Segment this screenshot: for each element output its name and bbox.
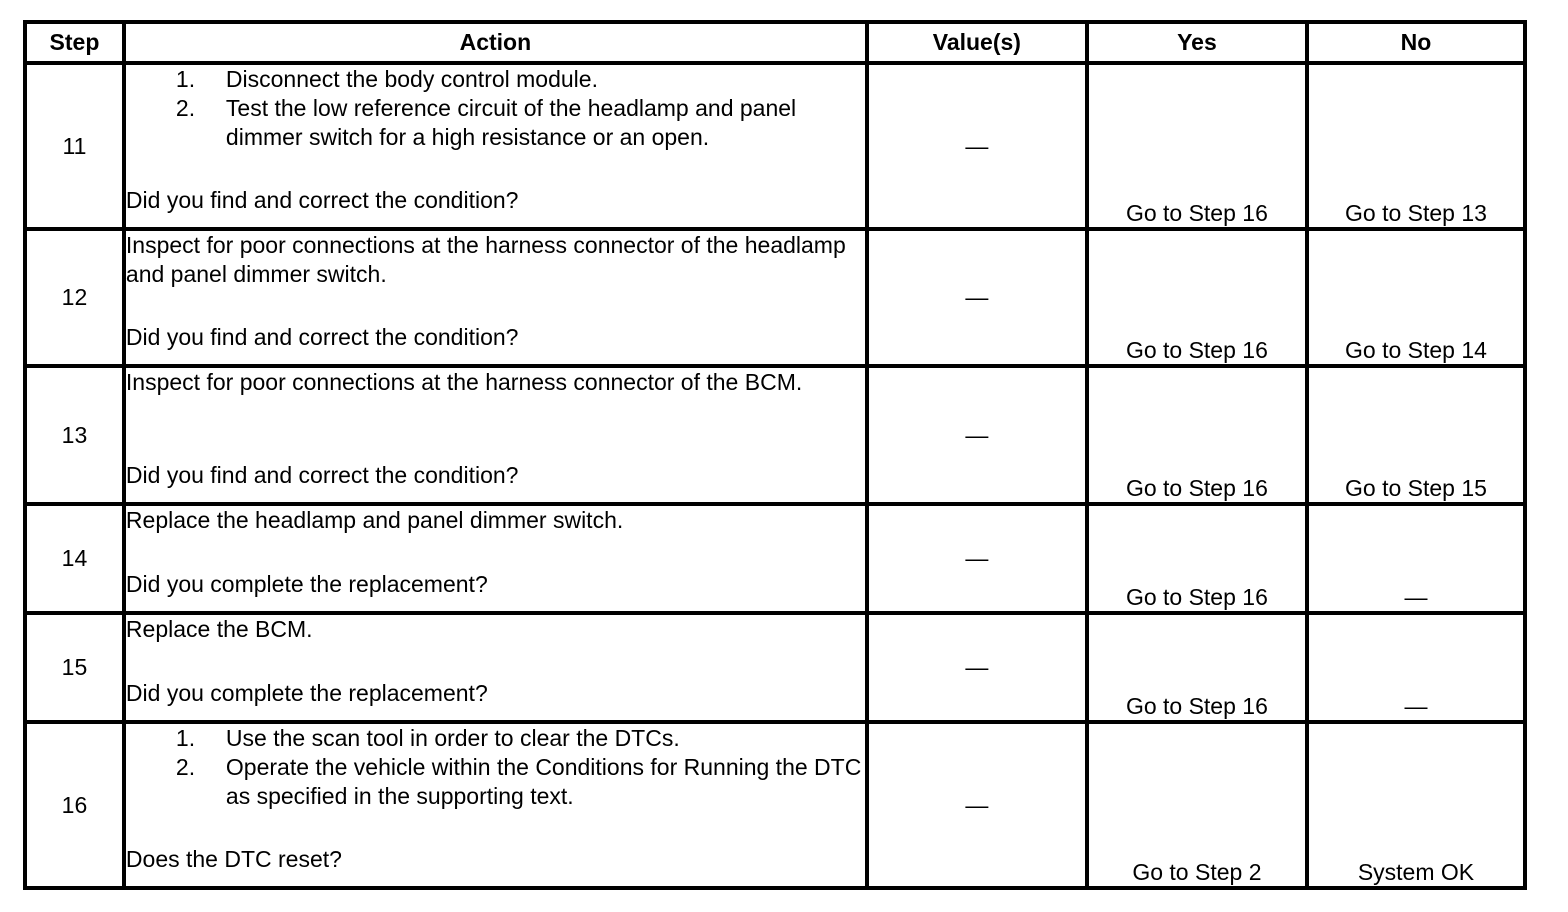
- action-question: Did you find and correct the condition?: [125, 187, 519, 213]
- action-cell: [124, 613, 867, 722]
- value-cell: —: [867, 366, 1087, 504]
- action-cell: [124, 229, 867, 366]
- action-question: Did you find and correct the condition?: [125, 462, 519, 488]
- list-item: [126, 724, 865, 753]
- table-row: [25, 229, 1525, 366]
- table-row: [25, 366, 1525, 504]
- yes-outcome: Go to Step 2: [1087, 722, 1307, 888]
- action-step-list: [126, 724, 865, 811]
- action-instructions: [126, 615, 865, 644]
- action-text: Replace the headlamp and panel dimmer switch.: [125, 507, 624, 533]
- step-number: 12: [25, 229, 124, 366]
- action-question: Did you complete the replacement?: [125, 571, 488, 597]
- list-item: [126, 94, 865, 152]
- step-number: 13: [25, 366, 124, 504]
- action-instructions: [126, 724, 865, 811]
- header-values: Value(s): [867, 22, 1087, 63]
- value-cell: —: [867, 722, 1087, 888]
- yes-outcome: Go to Step 16: [1087, 366, 1307, 504]
- yes-outcome: Go to Step 16: [1087, 63, 1307, 229]
- step-number: 16: [25, 722, 124, 888]
- step-number: 11: [25, 63, 124, 229]
- step-number: 15: [25, 613, 124, 722]
- no-outcome: Go to Step 14: [1307, 229, 1525, 366]
- list-item: [126, 65, 865, 94]
- action-instructions: [126, 368, 865, 397]
- value-cell: —: [867, 63, 1087, 229]
- header-yes: Yes: [1087, 22, 1307, 63]
- table-row: [25, 722, 1525, 888]
- list-item-number: 2.: [175, 754, 196, 780]
- action-question: Does the DTC reset?: [125, 846, 342, 872]
- yes-outcome: Go to Step 16: [1087, 229, 1307, 366]
- list-item-text: Disconnect the body control module.: [225, 66, 598, 92]
- action-cell: [124, 366, 867, 504]
- no-outcome: Go to Step 13: [1307, 63, 1525, 229]
- action-cell: [124, 63, 867, 229]
- list-item: [126, 753, 865, 811]
- list-item-number: 2.: [175, 95, 196, 121]
- value-cell: —: [867, 229, 1087, 366]
- value-cell: —: [867, 504, 1087, 613]
- header-step: Step: [25, 22, 124, 63]
- action-question: Did you find and correct the condition?: [125, 324, 519, 350]
- diagnostic-table: [23, 20, 1527, 890]
- action-text: Inspect for poor connections at the harness connector of the BCM.: [125, 369, 803, 395]
- action-step-list: [126, 65, 865, 152]
- header-no: No: [1307, 22, 1525, 63]
- header-action: Action: [124, 22, 867, 63]
- list-item-text: Use the scan tool in order to clear the DTCs.: [225, 725, 680, 751]
- table-row: [25, 613, 1525, 722]
- action-cell: [124, 722, 867, 888]
- header-row: [25, 22, 1525, 63]
- list-item-text: Test the low reference circuit of the headlamp and panel dimmer switch for a high resistance or an open.: [225, 95, 797, 150]
- step-number: 14: [25, 504, 124, 613]
- yes-outcome: Go to Step 16: [1087, 504, 1307, 613]
- table-row: [25, 504, 1525, 613]
- action-text: Inspect for poor connections at the harness connector of the headlamp and panel dimmer switch.: [125, 232, 846, 287]
- table-row: [25, 63, 1525, 229]
- value-cell: —: [867, 613, 1087, 722]
- list-item-number: 1.: [175, 725, 196, 751]
- action-instructions: [126, 65, 865, 152]
- yes-outcome: Go to Step 16: [1087, 613, 1307, 722]
- list-item-text: Operate the vehicle within the Conditions for Running the DTC as specified in the supporting text.: [225, 754, 862, 809]
- no-outcome: System OK: [1307, 722, 1525, 888]
- action-cell: [124, 504, 867, 613]
- no-outcome: Go to Step 15: [1307, 366, 1525, 504]
- action-question: Did you complete the replacement?: [125, 680, 488, 706]
- action-instructions: [126, 231, 865, 289]
- list-item-number: 1.: [175, 66, 196, 92]
- action-instructions: [126, 506, 865, 535]
- no-outcome: —: [1307, 504, 1525, 613]
- no-outcome: —: [1307, 613, 1525, 722]
- action-text: Replace the BCM.: [125, 616, 313, 642]
